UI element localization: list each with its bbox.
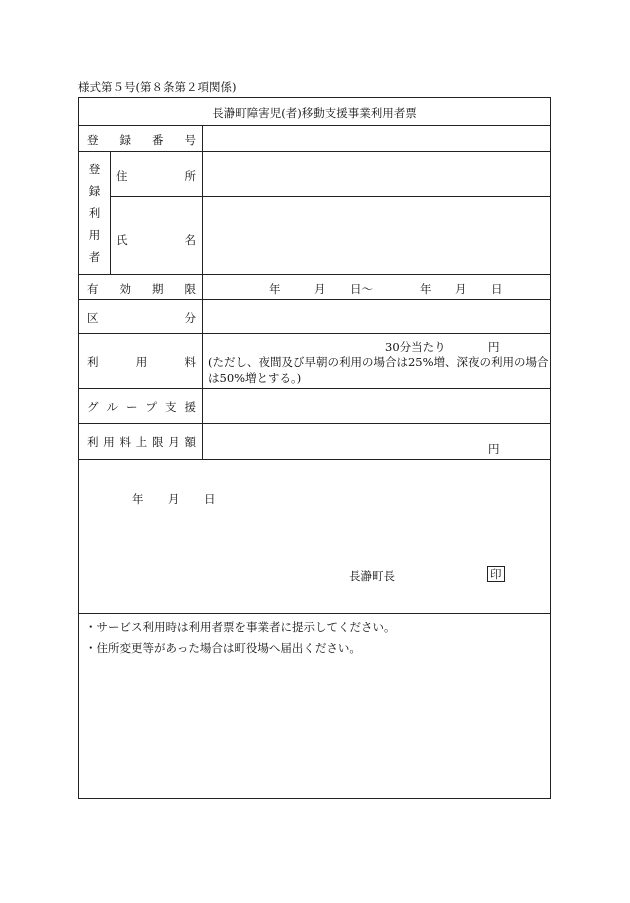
fee-per-30min: 30分当たり bbox=[385, 340, 446, 354]
note-present-certificate: ・サービス利用時は利用者票を事業者に提示してください。 bbox=[85, 620, 396, 634]
group-support-row bbox=[79, 389, 550, 424]
form-caption: 様式第５号(第８条第２項関係) bbox=[78, 80, 237, 94]
registered-user-label: 登 録 利 用 者 bbox=[88, 162, 101, 264]
group-support-label: グ ル ー プ 支 援 bbox=[87, 400, 196, 414]
address-label: 住 所 bbox=[116, 169, 196, 183]
validity-day-2: 日 bbox=[491, 282, 503, 296]
fee-note-line-1: (ただし、夜間及び早朝の利用の場合は25%増、深夜の利用の場合 bbox=[208, 355, 549, 369]
issue-day: 日 bbox=[204, 492, 216, 506]
registration-number-row bbox=[79, 126, 550, 152]
validity-period-row bbox=[79, 275, 550, 300]
issuance-section bbox=[79, 460, 550, 614]
issue-month: 月 bbox=[168, 492, 180, 506]
category-label: 区 分 bbox=[87, 311, 196, 325]
fee-yen: 円 bbox=[488, 340, 500, 354]
validity-period-label: 有 効 期 限 bbox=[87, 282, 196, 296]
usage-fee-row bbox=[79, 334, 550, 389]
issue-year: 年 bbox=[132, 492, 144, 506]
cap-yen: 円 bbox=[488, 442, 500, 456]
usage-fee-label: 利 用 料 bbox=[87, 355, 196, 369]
validity-year-2: 年 bbox=[420, 282, 432, 296]
seal-icon: 印 bbox=[487, 566, 505, 582]
registration-number-label: 登 録 番 号 bbox=[87, 133, 196, 147]
title-row bbox=[79, 98, 550, 126]
form-title: 長瀞町障害児(者)移動支援事業利用者票 bbox=[212, 106, 417, 120]
name-label: 氏 名 bbox=[116, 233, 196, 247]
user-certificate-form bbox=[78, 97, 551, 799]
validity-month-1: 月 bbox=[314, 282, 326, 296]
issuer-name: 長瀞町長 bbox=[349, 569, 395, 583]
seal-mark bbox=[487, 566, 505, 582]
monthly-fee-cap-row bbox=[79, 424, 550, 460]
monthly-fee-cap-label: 利 用 料 上 限 月 額 bbox=[87, 435, 196, 449]
validity-year-1: 年 bbox=[269, 282, 281, 296]
fee-note-line-2: は50%増とする。) bbox=[208, 371, 302, 385]
category-row bbox=[79, 300, 550, 334]
note-address-change: ・住所変更等があった場合は町役場へ届出ください。 bbox=[85, 641, 361, 655]
validity-month-2: 月 bbox=[455, 282, 467, 296]
validity-day-1: 日～ bbox=[350, 282, 373, 296]
registered-user-section bbox=[79, 152, 550, 275]
